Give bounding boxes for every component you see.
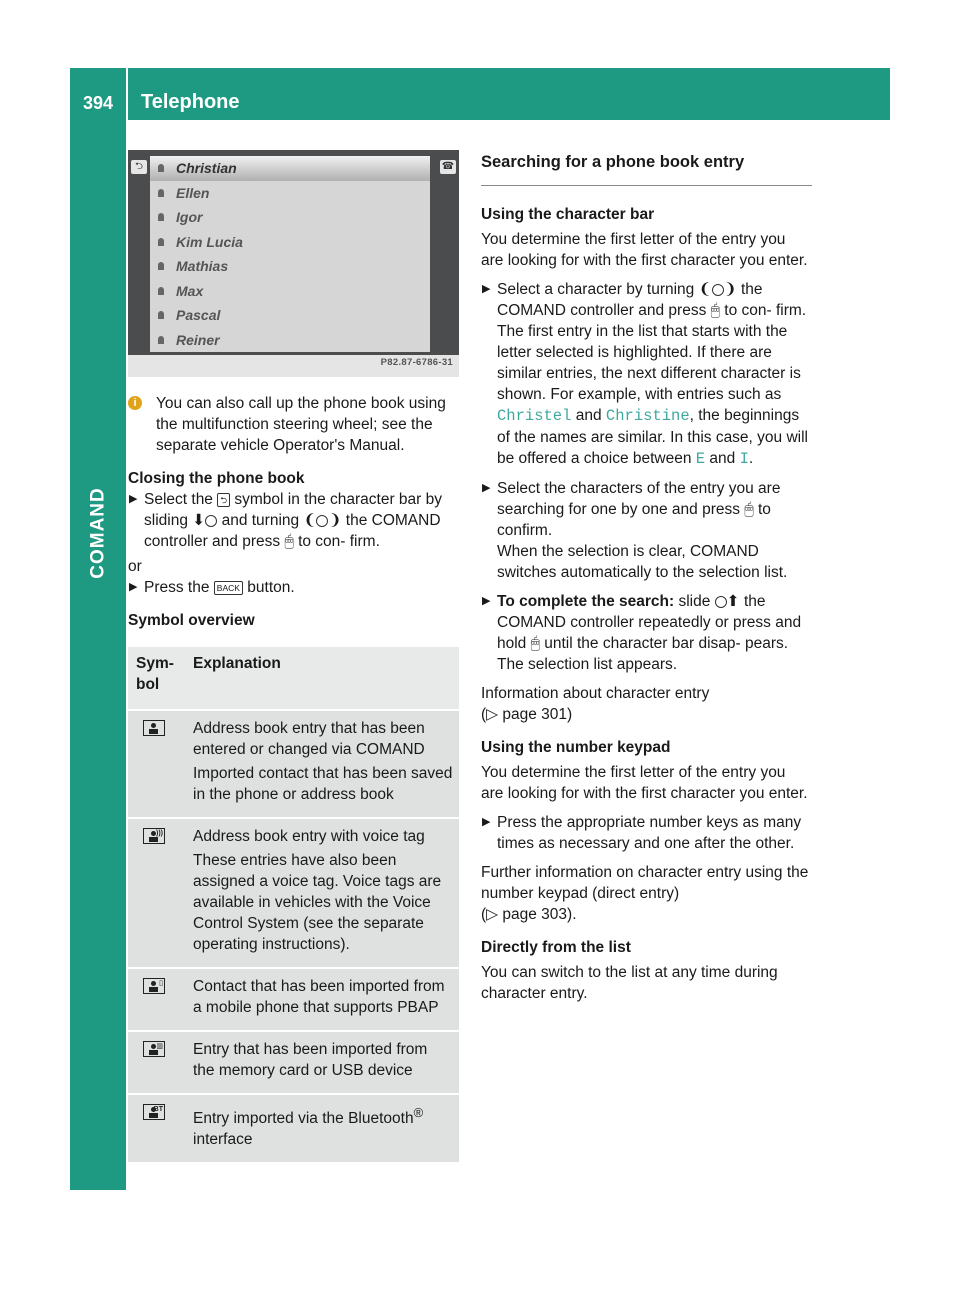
info-char-entry-ref[interactable]: (▷ page 301) xyxy=(481,706,573,723)
controller-icon xyxy=(715,596,727,608)
page-title: Telephone xyxy=(141,91,240,113)
press-controller-icon: 🖱 xyxy=(530,635,540,652)
controller-icon xyxy=(712,284,724,296)
screen-list-item: Christian xyxy=(150,156,430,181)
arrow-bullet-icon: ▶ xyxy=(482,816,491,828)
table-header-symbol: Sym- bol xyxy=(128,647,185,710)
person-icon xyxy=(158,287,164,295)
further-info: Further information on character entry using the number keypad (direct entry) xyxy=(481,864,809,902)
image-code: P82.87-6786-31 xyxy=(380,357,453,368)
direct-heading: Directly from the list xyxy=(481,939,631,956)
table-header-row xyxy=(128,647,459,710)
char-bar-step-1: ▶ Select a character by turning ❨ ❩ the COMAND controller and press 🖱 to con- firm. The first entry in the list that starts with the letter selected is highlighted. If there are similar entries, the next different character is shown. For example, with entries such as Christel and Christine, the beginnings of the names are similar. In this case, you will be offered a choice between E and I. xyxy=(482,281,808,468)
press-controller-icon: 🖱 xyxy=(744,501,754,518)
slide-up-icon: ⬆ xyxy=(726,593,740,610)
person-phone-icon: ▯ xyxy=(143,978,165,994)
direct-text: You can switch to the list at any time during character entry. xyxy=(481,964,778,1002)
info-note xyxy=(128,393,459,456)
table-row: ))) Address book entry with voice tag These entries have also been assigned a voice tag. Voice tags are available in vehicles with the Voice Control System (see the separate operating instructions). xyxy=(128,818,459,968)
char-bar-intro: You determine the first letter of the entry you are looking for with the first character you enter. xyxy=(481,231,808,269)
turn-controller-icon: ❨ xyxy=(303,512,317,529)
press-back-step: ▶ Press the BACK button. xyxy=(129,579,295,596)
screen-list-item: Ellen xyxy=(150,181,430,206)
table-row: ▯ Contact that has been imported from a mobile phone that supports PBAP xyxy=(128,968,459,1031)
back-button-icon: BACK xyxy=(214,581,243,595)
screen-list-item: Reiner xyxy=(150,328,430,353)
char-bar-heading: Using the character bar xyxy=(481,206,655,223)
left-column xyxy=(128,150,459,1162)
person-icon xyxy=(158,262,164,270)
screen-list-item: Mathias xyxy=(150,254,430,279)
section-heading: Searching for a phone book entry xyxy=(481,152,812,186)
person-icon xyxy=(158,336,164,344)
side-tab xyxy=(70,120,126,1190)
turn-controller-icon: ❩ xyxy=(723,281,737,298)
screen-list-item: Pascal xyxy=(150,303,430,328)
arrow-bullet-icon: ▶ xyxy=(129,493,138,505)
closing-step: ▶ Select the ⮌ symbol in the character bar by sliding ⬇ and turning ❨ ❩ the COMAND controller and press 🖱 to con- firm. xyxy=(129,491,442,550)
char-bar-step-3: ▶ To complete the search: slide ⬆ the COMAND controller repeatedly or press and hold 🖱 until the character bar disap- pears. The selection list appears. xyxy=(482,593,802,673)
page-number: 394 xyxy=(82,93,114,113)
controller-icon xyxy=(205,515,217,527)
header-divider xyxy=(126,68,128,120)
screen-list-item: Igor xyxy=(150,205,430,230)
info-icon: i xyxy=(128,396,142,410)
person-icon xyxy=(158,311,164,319)
phone-icon: ☎ xyxy=(441,161,455,172)
arrow-bullet-icon: ▶ xyxy=(482,283,491,295)
press-controller-icon: 🖱 xyxy=(284,533,294,550)
person-memory-card-icon: ▥ xyxy=(143,1041,165,1057)
person-bluetooth-icon: BT xyxy=(143,1104,165,1120)
keypad-intro: You determine the first letter of the entry you are looking for with the first character you enter. xyxy=(481,764,808,802)
turn-controller-icon: ❨ xyxy=(698,281,712,298)
table-row: ▥ Entry that has been imported from the memory card or USB device xyxy=(128,1031,459,1094)
symbol-table xyxy=(128,647,459,1162)
table-row: BT Entry imported via the Bluetooth® interface xyxy=(128,1094,459,1162)
controller-icon xyxy=(316,515,328,527)
right-column xyxy=(481,150,812,1004)
phone-book-screenshot xyxy=(128,150,459,377)
keypad-heading: Using the number keypad xyxy=(481,739,671,756)
table-header-explanation: Explanation xyxy=(185,647,459,710)
or-text: or xyxy=(128,558,142,575)
press-controller-icon: 🖱 xyxy=(710,302,720,319)
person-icon xyxy=(158,213,164,221)
screen-list-item: Max xyxy=(150,279,430,304)
person-voice-icon: ))) xyxy=(143,828,165,844)
person-icon xyxy=(158,189,164,197)
person-icon xyxy=(158,238,164,246)
person-icon xyxy=(143,720,165,736)
arrow-bullet-icon: ▶ xyxy=(482,482,491,494)
screen-list-item: Kim Lucia xyxy=(150,230,430,255)
back-arrow-icon: ⮌ xyxy=(217,493,230,507)
table-row: Address book entry that has been entered or changed via COMAND Imported contact that has been saved in the phone or address book xyxy=(128,710,459,818)
person-icon xyxy=(158,164,164,172)
info-char-entry: Information about character entry xyxy=(481,685,710,702)
screen-contact-list xyxy=(150,156,430,352)
keypad-step: ▶ Press the appropriate number keys as many times as necessary and one after the other. xyxy=(482,814,802,852)
back-arrow-icon: ⮌ xyxy=(131,160,147,174)
turn-controller-icon: ❩ xyxy=(328,512,342,529)
arrow-bullet-icon: ▶ xyxy=(482,595,491,607)
closing-heading: Closing the phone book xyxy=(128,470,305,487)
char-bar-step-2: ▶ Select the characters of the entry you are searching for one by one and press 🖱 to confirm. When the selection is clear, COMAND switches automatically to the selection list. xyxy=(482,480,788,581)
arrow-bullet-icon: ▶ xyxy=(129,581,138,593)
info-note-text: You can also call up the phone book using the multifunction steering wheel; see the separate vehicle Operator's Manual. xyxy=(156,395,446,454)
slide-down-icon: ⬇ xyxy=(192,512,206,529)
side-tab-label: COMAND xyxy=(87,487,109,579)
symbol-overview-heading: Symbol overview xyxy=(128,612,255,629)
further-info-ref[interactable]: (▷ page 303). xyxy=(481,906,577,923)
